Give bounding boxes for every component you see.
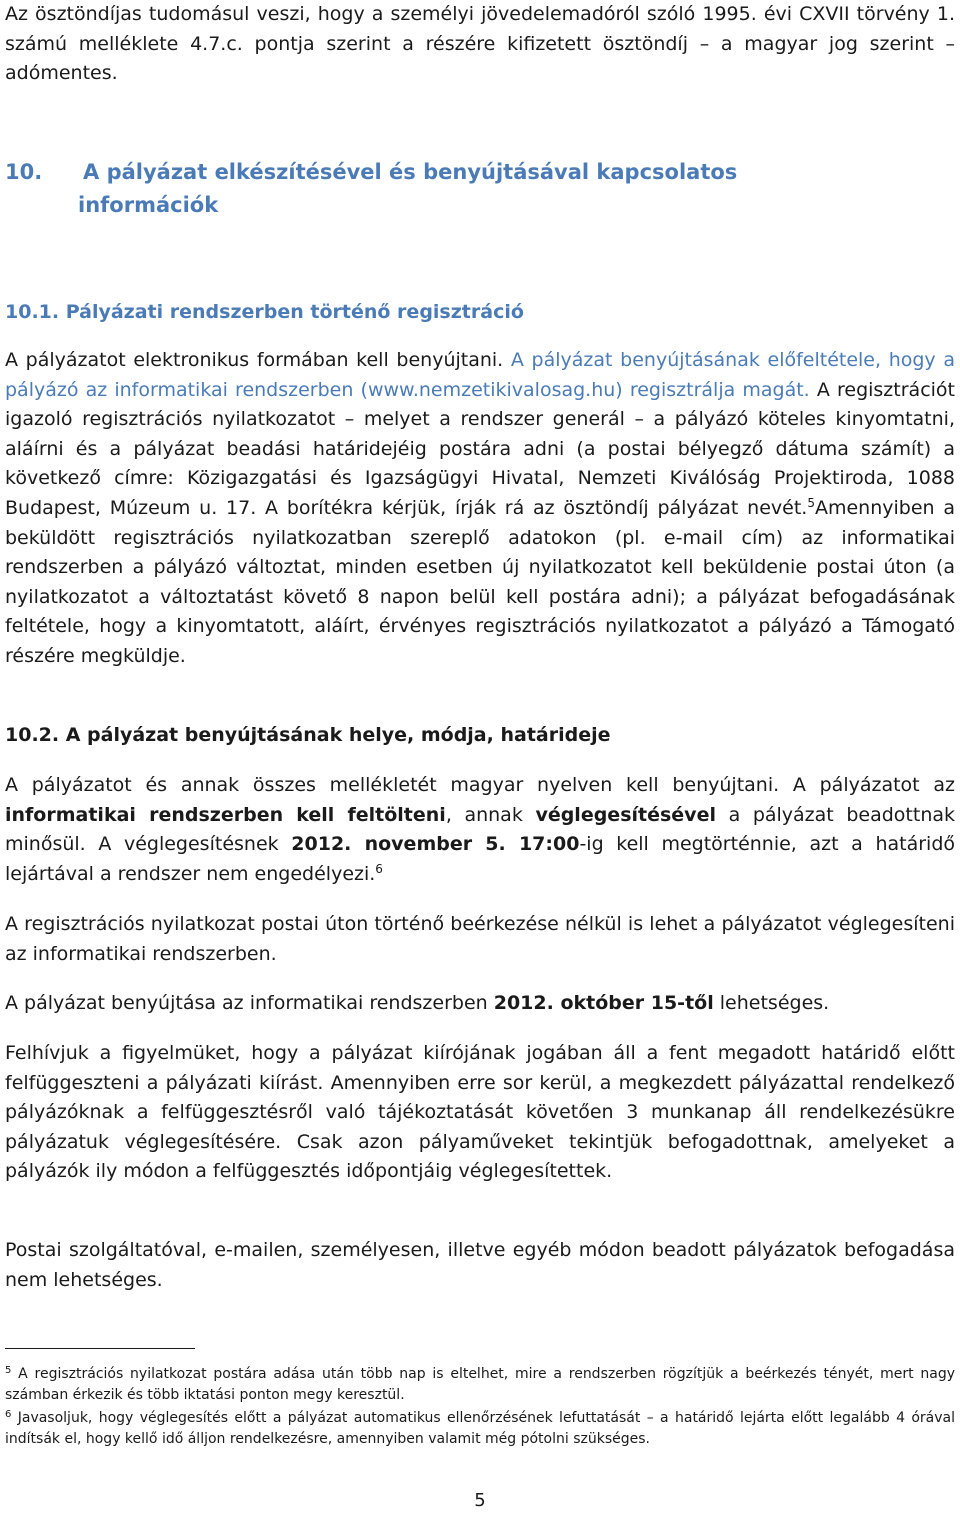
intro-paragraph: Az ösztöndíjas tudomásul veszi, hogy a személyi jövedelemadóról szóló 1995. évi CXVII törvény 1. számú melléklete 4.7.c. pontja szerint a részére kifizetett ösztöndíj – a magyar jog szerint – adómentes. — [5, 3, 955, 85]
registration-text-1: A pályázatot elektronikus formában kell benyújtani. — [5, 349, 504, 371]
submission-start-tail: lehetséges. — [719, 992, 830, 1014]
section-title-line2: információk — [78, 193, 219, 217]
footnote-5-number: 5 — [5, 1365, 12, 1376]
footnote-6 — [5, 1408, 955, 1449]
submission-text-bold-1: informatikai rendszerben kell feltölteni — [5, 803, 446, 826]
registration-text-2: A regisztrációt igazoló regisztrációs nyilatkozatot – melyet a rendszer generál – a pályázó köteles kinyomtatni, aláírni és a pályázat beadási határidejéig postára adni (a postai bélyegző dátuma számít) a következő címre: Közigazgatási és Igazságügyi Hivatal, Nemzeti Kiválóság Projektiroda, 1088 Budapest, Múzeum u. 17. A borítékra kérjük, írják rá az ösztöndíj pályázat nevét. — [5, 378, 955, 519]
footnote-5-text: A regisztrációs nyilatkozat postára adása után több nap is eltelhet, mire a rendszerben rögzítjük a beérkezés tényét, mert nagy számban érkezik és több iktatási ponton megy keresztül. — [5, 1366, 955, 1403]
start-date-text: 2012. október 15-től — [493, 992, 714, 1014]
footnote-ref-5: 5 — [807, 495, 815, 510]
submission-paragraph-4: Felhívjuk a figyelmüket, hogy a pályázat kiírójának jogában áll a fent megadott határidő előtt felfüggeszteni a pályázati kiírást. Amennyiben erre sor kerül, a megkezdett pályázattal rendelkező pályázóknak a felfüggesztésről való tájékoztatását követően 3 munkanap áll rendelkezésükre pályázatuk véglegesítésére. Csak azon pályaműveket tekintjük befogadottnak, amelyeket a pályázók ily módon a felfüggesztés időpontjáig véglegesítettek. — [5, 1042, 955, 1183]
section-title-line1: A pályázat elkészítésével és benyújtásával kapcsolatos — [83, 160, 738, 184]
section-heading — [5, 156, 737, 222]
subsection-heading-10-2: 10.2. A pályázat benyújtásának helye, módja, határideje — [5, 724, 611, 746]
footnote-6-number: 6 — [5, 1409, 12, 1420]
submission-start-text: A pályázat benyújtása az informatikai rendszerben — [5, 992, 488, 1014]
submission-text-a: A pályázatot és annak összes mellékletét magyar nyelven kell benyújtani. A pályázatot az — [5, 774, 955, 796]
footnote-ref-6: 6 — [375, 861, 383, 876]
submission-paragraph-5: Postai szolgáltatóval, e-mailen, személyesen, illetve egyéb módon beadott pályázatok befogadása nem lehetséges. — [5, 1239, 955, 1291]
subsection-heading-10-1: 10.1. Pályázati rendszerben történő regisztráció — [5, 301, 524, 323]
submission-paragraph-3 — [5, 989, 955, 1019]
deadline-text: 2012. november 5. 17:00 — [291, 833, 580, 856]
section-number: 10. — [5, 160, 43, 184]
registration-text-3: Amennyiben a beküldött regisztrációs nyilatkozatban szereplő adatokon (pl. e-mail cím) az informatikai rendszerben a pályázó változtat, minden esetben új nyilatkozatot kell beküldenie postai úton (a nyilatkozatot a változtatást követő 8 napon belül kell postára adni); a pályázat befogadásának feltétele, hogy a kinyomtatott, aláírt, érvényes regisztrációs nyilatkozatot a pályázó a Támogató részére megküldje. — [5, 496, 955, 667]
footnote-6-text: Javasoljuk, hogy véglegesítés előtt a pályázat automatikus ellenőrzésének lefuttatását – a határidő lejárta előtt legalább 4 órával indítsák el, hogy kellő idő álljon rendelkezésre, amennyiben valamit még pótolni szükséges. — [5, 1410, 955, 1447]
registration-text-blue: A pályázat benyújtásának előfeltétele, hogy a pályázó az informatikai rendszerben (www.nemzetikivalosag.hu) regisztrálja magát. — [5, 349, 955, 401]
submission-paragraph-2: A regisztrációs nyilatkozat postai úton történő beérkezése nélkül is lehet a pályázatot véglegesíteni az informatikai rendszerben. — [5, 913, 955, 965]
submission-text-e: a pályázat beadottnak minősül. A véglegesítésnek — [5, 803, 956, 856]
page-number: 5 — [474, 1490, 486, 1511]
submission-text-bold-2: véglegesítésével — [535, 803, 716, 826]
submission-text-g: -ig kell megtörténnie, azt a határidő lejártával a rendszer nem engedélyezi. — [5, 833, 956, 885]
submission-text-c: , annak — [445, 803, 523, 826]
submission-paragraph-1 — [5, 771, 955, 889]
registration-paragraph — [5, 346, 955, 672]
footnote-separator — [5, 1348, 195, 1349]
footnote-5 — [5, 1364, 955, 1405]
